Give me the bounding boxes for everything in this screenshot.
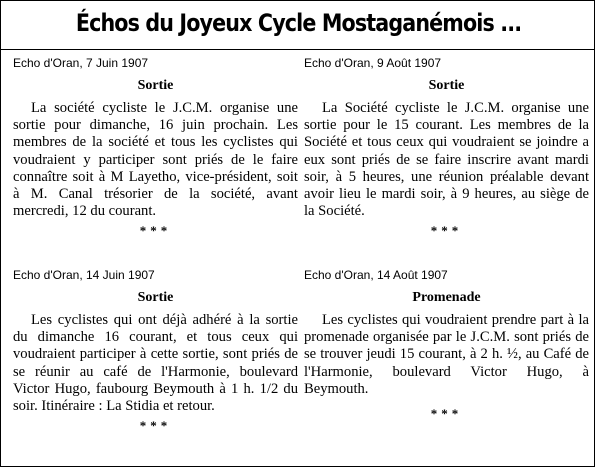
article-separator: *** — [430, 406, 463, 422]
article-body: La société cycliste le J.C.M. organise une sortie pour dimanche, 16 juin prochain. Les membres de la société et tous les cyclistes qui voudraient y participer sont priés de le faire connaître soit à M Layetho, vice-président, soit à M. Canal trésorier de la société, avant mercredi, 12 du courant. — [13, 100, 298, 220]
article-body: Les cyclistes qui voudraient prendre part à la promenade organisée par le J.C.M. sont priés de se trouver jeudi 15 courant, à 2 h. ½, au Café de l'Harmonie, boulevard Victor Hugo, à Beymouth. — [304, 312, 589, 397]
article-heading: Sortie — [428, 78, 465, 93]
article-9-aout — [304, 56, 589, 239]
article-14-juin — [13, 268, 298, 434]
article-source: Echo d'Oran, 9 Août 1907 — [304, 56, 442, 70]
page-title: Échos du Joyeux Cycle Mostaganémois ... — [75, 9, 522, 37]
article-separator: *** — [430, 223, 463, 239]
article-separator: *** — [139, 418, 172, 434]
article-source: Echo d'Oran, 14 Juin 1907 — [13, 268, 155, 282]
article-14-aout — [304, 268, 589, 422]
article-body: La Société cycliste le J.C.M. organise une sortie pour le 15 courant. Les membres de la Société et tous ceux qui voudraient se joindre a eux sont priés de se faire inscrire avant mardi soir, à 5 heures, une réunion préalable devant avoir lieu le mardi soir, à 9 heures, au siège de la Société. — [304, 100, 589, 220]
article-heading: Sortie — [137, 290, 174, 305]
article-heading: Promenade — [412, 290, 481, 305]
article-heading: Sortie — [137, 78, 174, 93]
title-divider — [1, 49, 594, 50]
article-body: Les cyclistes qui ont déjà adhéré à la sortie du dimanche 16 courant, et tous ceux qui voudraient participer à cette sortie, sont priés de se réunir au café de l'Harmonie, boulevard Victor Hugo, faubourg Beymouth à 1 h. 1/2 du soir. Itinéraire : La Stidia et retour. — [13, 312, 298, 415]
article-7-juin — [13, 56, 298, 239]
article-separator: *** — [139, 223, 172, 239]
article-source: Echo d'Oran, 14 Août 1907 — [304, 268, 448, 282]
article-source: Echo d'Oran, 7 Juin 1907 — [13, 56, 149, 70]
